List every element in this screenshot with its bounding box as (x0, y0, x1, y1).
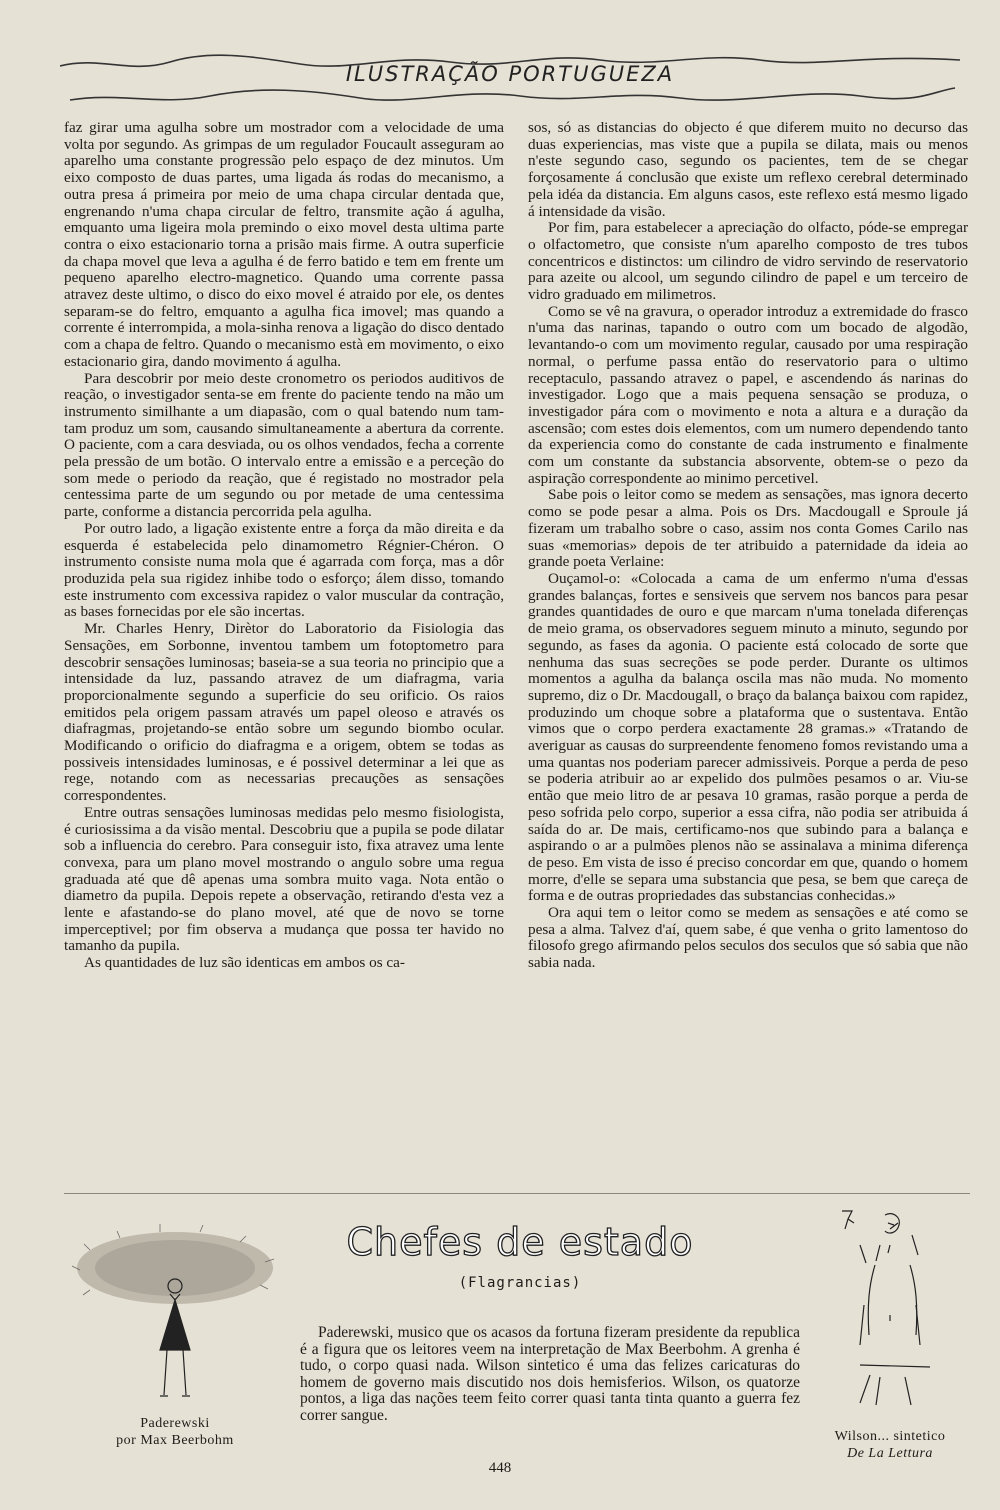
caption-line: por Max Beerbohm (116, 1433, 234, 1448)
paragraph: Para descobrir por meio deste cronometro os periodos auditivos de reação, o investigador senta-se em frente do paciente tendo na mão um instrumento similhante a um diapasão, com o qual batendo num tam-tam produz um som, causando simultaneamente a abertura da corrente. O paciente, com a cara desviada, ou os olhos vendados, fecha a corrente pela pressão de um botão. O intervalo entre a emissão e a perceção do som mede o periodo da reação, que é registado no mostrador pela centessima parte de um segundo ou por metade de uma centessima parte, conforme a distancia percorrida pela agulha. (64, 369, 504, 521)
paderewski-caricature (60, 1210, 290, 1410)
paragraph: Por fim, para estabelecer a apreciação do olfacto, póde-se empregar o olfactometro, que consiste n'um aparelho composto de tres tubos concentricos e distinctos: um cilindro de vidro servindo de reservatorio para azeite ou alcool, um segundo cilindro de papel e um terceiro de vidro graduado em milimetros. (528, 219, 968, 304)
paragraph: Como se vê na gravura, o operador introduz a extremidade do frasco n'uma das narinas, tapando o outro com um bocado de algodão, levantando-o com um movimento regular, causado por uma respiração normal, o perfume passa então do reservatorio para o ultimo receptaculo, passando atravez o papel, e ascendendo ás narinas do investigador. Logo que a mais pequena sensação se produza, o investigador pára com o movimento e nota a altura e a duração da ascensão; com estes dois elementos, com um numero dependendo tanto da experiencia como do constante de cada instrumento e finalmente com um constante da substancia absorvente, obtem-se o pezo da aspiração correspondente ao minimo percetivel. (528, 302, 968, 487)
caption-line: De La Lettura (847, 1446, 933, 1461)
paragraph: Sabe pois o leitor como se medem as sensações, mas ignora decerto como se pode pesar a alma. Pois os Drs. Macdougall e Sproule já fizeram um trabalho sobre o caso, assim nos conta Gomes Carilo nas suas «memorias» depois de ter atribuido a paternidade da ideia ao grande poeta Verlaine: (528, 486, 968, 571)
article-column-left (64, 120, 504, 972)
masthead-title: ILUSTRAÇÃO PORTUGUEZA (345, 62, 675, 86)
caption-right (805, 1428, 975, 1462)
section-divider (64, 1193, 970, 1194)
caption-left (80, 1415, 270, 1449)
paragraph: As quantidades de luz são identicas em ambos os ca- (84, 954, 405, 972)
paragraph: Ouçamol-o: «Colocada a cama de um enfermo n'uma d'essas grandes balanças, fortes e sensiveis que servem nos bancos para pesar grandes quantidades de ouro e que marcam n'uma tonelada diferenças de meio grama, os observadores seguem minuto a minuto, segundo por segundo, as fases da agonia. O paciente está colocado de sorte que nenhuma das suas secreções se pode perder. Durante os ultimos momentos a agulha da balança oscila mas não muda. No momento supremo, diz o Dr. Macdougall, o braço da balança baixou com rapidez, produzindo um choque sobre a plataforma que o sustentava. Então vimos que o corpo perdera exactamente 28 gramas.» «Tratando de averiguar as causas do surpreendente fenomeno fomos revistando uma a uma quantas nos poderiam parecer admissiveis. Porque a perda de peso se poderia atribuir ao ar expelido dos pulmões pesamos o ar. Viu-se então que meio litro de ar pesava 10 gramas, rasão porque a perda de peso sofrida pelo corpo, superior a essa cifra, não podia ser atribuida á saída do ar. De mais, certificamo-nos que subindo para a balança e aspirando o ar a pulmões plenos não se assinalava a minima diferença de peso. Em vista de isso é preciso concordar em que, quando o homem morre, d'elle se separa uma substancia que pesa, se bem que careça de forma e de outras propriedades das substancias conhecidas.» (528, 569, 968, 905)
paragraph: Paderewski, musico que os acasos da fortuna fizeram presidente da republica é a figura que os leitores veem na interpretação de Max Beerbohm. A grenha é tudo, o corpo quasi nada. Wilson sintetico é uma das felizes caricaturas do homem de governo mais discutido nos dois hemisferios. Wilson, os quatorze pontos, a liga das nações teem feito correr quasi tanta tinta quanto a guerra fez correr sangue. (300, 1324, 800, 1424)
paragraph: Mr. Charles Henry, Dirètor do Laboratorio da Fisiologia das Sensações, em Sorbonne, inventou tambem um fotoptometro para descobrir sensações luminosas; baseia-se a sua teoria no principio que a intensidade da luz, passando atravez de um diafragma, varia proporcionalmente segundo a superficie do seu orificio. Os raios emitidos pela origem passam através um papel oleoso e através os diafragmas, projetando-se então sobre um segundo biombo ocular. Modificando o orificio do diafragma e a origem, obtem se todas as possiveis intensidades luminosas, e é possivel determinar a lei que as rege, notando com as necessarias precauções as sensações correspondentes. (64, 620, 504, 805)
paragraph: Por outro lado, a ligação existente entre a força da mão direita e da esquerda é estabelecida pelo dinamometro Régnier-Chéron. O instrumento consiste numa mola que é agarrada com força, mas a dôr produzida pela sua rigidez inhibe todo o esforço; álem disso, tomando este instrumento com excessiva rapidez o valor muscular da contração, as bases fornecidas por ele são incertas. (64, 519, 504, 621)
section-body (300, 1325, 800, 1425)
section-subtitle: (Flagrancias) (458, 1275, 582, 1291)
caption-line: Wilson... sintetico (834, 1429, 946, 1444)
section-title: Chefes de estado (346, 1220, 694, 1264)
paragraph: faz girar uma agulha sobre um mostrador com a velocidade de uma volta por segundo. As grimpas de um regulador Foucault asseguram ao aparelho uma constante progressão pelo espaço de dez minutos. Um eixo composto de duas partes, uma ligada ás rodas do mecanismo, a outra presa á primeira por meio de uma chapa circular dentada que, engrenando n'uma chapa circular de feltro, transmite ação á agulha, emquanto uma ligeira mola premindo o eixo movel desta ultima parte contra o eixo estacionario torna a prisão mais firme. A outra superficie da chapa movel que leva a agulha é de ferro batido e tem em frente um pequeno aparelho electro-magnetico. Quando uma corrente passa atravez deste ultimo, o disco do eixo movel é atraido por ele, os dentes separam-se do feltro, emquanto a agulha fica imovel; mas quando a corrente é interrompida, a mola-sinha renova a ligação do disco dentado com a chapa de feltro. Quando o mecanismo està em movimento, o eixo estacionario gira, dando movimento á agulha. (64, 119, 504, 370)
article-column-right (528, 120, 968, 972)
wilson-caricature (820, 1205, 970, 1425)
paragraph: Entre outras sensações luminosas medidas pelo mesmo fisiologista, é curiosissima a da visão mental. Descobriu que a pupila se pode dilatar sob a influencia do cerebro. Para conseguir isto, fixa atravez uma lente convexa, para um plano movel mostrando o angulo sobre uma regua graduada até que dê apenas uma sombra muito vaga. Nota então o diametro da pupila. Depois repete a observação, retirando d'esta vez a lente e afastando-se do plano movel, até que de novo se torne imperceptivel; por fim observa a mudança que possa ter havido no tamanho da pupila. (64, 803, 504, 955)
masthead (60, 48, 960, 108)
caption-line: Paderewski (140, 1416, 210, 1431)
page-number: 448 (488, 1460, 512, 1476)
paragraph: sos, só as distancias do objecto é que diferem muito no decurso das duas experiencias, mas viste que a pupila se dilata, mais ou menos n'este segundo caso, segundo os pacientes, tem de se chegar forçosamente á conclusão que existe um reflexo cerebral determinado pela idéa da distancia. Em alguns casos, este reflexo está mesmo ligado á intensidade da visão. (528, 119, 968, 220)
paragraph: Ora aqui tem o leitor como se medem as sensações e até como se pesa a alma. Talvez d'aí, quem sabe, é que venha o grito lamentoso do filosofo grego afirmando pelos seculos dos seculos que só sabia que não sabia nada. (528, 904, 968, 972)
